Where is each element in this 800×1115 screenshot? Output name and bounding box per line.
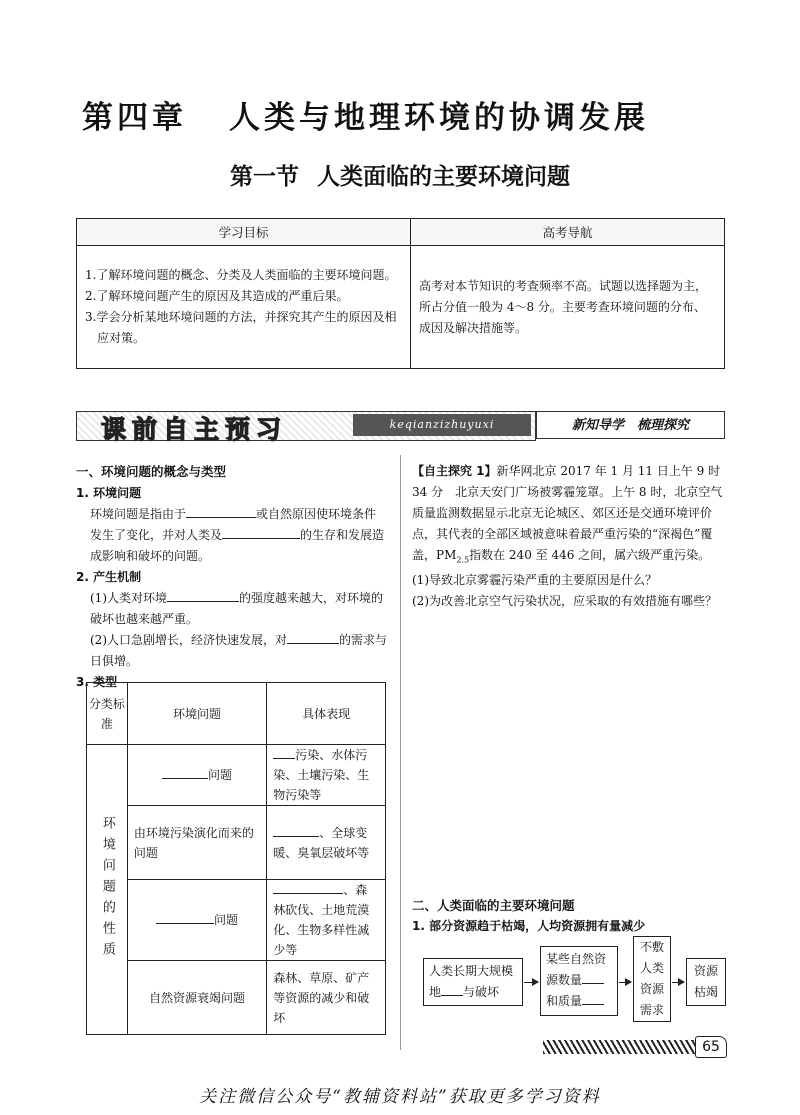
fill-blank[interactable] (441, 983, 463, 996)
standard-cell (87, 745, 128, 1035)
explore-text-end: 指数在 240 至 446 之间，属六级严重污染。 (469, 548, 711, 562)
env-problem-title: 1. 环境问题 (76, 486, 142, 500)
flow-box-insufficient: 不敷 人类 资源 需求 (633, 936, 671, 1022)
mechanism-p1: (1)人类对环境 的强度越来越大，对环境的破坏也越来越严重。 (90, 591, 384, 626)
explore-text: 新华网北京 2017 年 1 月 11 日上午 9 时 34 分 北京天安门广场被雾霾笼罩。上午 8 时，北京空气质量监测数据显示北京无论城区、郊区还是交通环境评价点，其代表的全部区域被意味着最严重污染的“深褐色”覆盖，PM (412, 464, 723, 562)
chapter-number: 第四章 (82, 100, 187, 136)
fill-blank[interactable] (156, 911, 214, 924)
fill-blank[interactable] (582, 971, 604, 984)
problem-cell: 问题 (127, 745, 266, 806)
manifestation-cell: 森林、草原、矿产等资源的减少和破坏 (267, 961, 386, 1035)
preview-banner (76, 411, 725, 444)
goals-table (76, 218, 725, 369)
problem-cell: 问题 (127, 880, 266, 961)
fill-blank[interactable] (162, 766, 208, 779)
right-column (412, 461, 726, 612)
question-1: (1)导致北京雾霾污染严重的主要原因是什么？ (412, 573, 657, 588)
pm-subscript: 2.5 (456, 555, 470, 565)
goal-item: 3.学会分析某地环境问题的方法，并探究其产生的原因及相应对策。 (85, 310, 397, 345)
fill-blank[interactable] (582, 992, 604, 1005)
problem-cell: 自然资源衰竭问题 (127, 961, 266, 1035)
problem-cell: 由环境污染演化而来的问题 (127, 806, 266, 880)
col-header-problem: 环境问题 (127, 683, 266, 745)
env-problem-text: 环境问题是指由于 或自然原因使环境条件发生了变化，并对人类及 的生存和发展造成影响和破坏的问题。 (90, 507, 385, 563)
fill-blank[interactable] (287, 631, 339, 644)
banner-pinyin: keqianzizhuyuxi (353, 414, 531, 436)
chapter-title: 人类与地理环境的协调发展 (229, 100, 649, 136)
page-number-bar (543, 1040, 703, 1054)
explore-paragraph (412, 461, 726, 570)
flow-box-exhausted: 资源 枯竭 (686, 958, 726, 1006)
page-number: 65 (695, 1036, 727, 1058)
standard-text: 环境问题的性质 (99, 816, 115, 963)
manifestation-cell: 污染、水体污染、土壤污染、生物污染等 (267, 745, 386, 806)
fill-blank[interactable] (273, 881, 343, 894)
section-one-heading: 一、环境问题的概念与类型 (76, 464, 227, 479)
flow-box-exploitation: 人类长期大规模 地 与破坏 (423, 958, 523, 1006)
explore-label: 【自主探究 1】 (412, 464, 497, 478)
fill-blank[interactable] (222, 526, 300, 539)
types-table (86, 682, 386, 1035)
goals-list (77, 246, 411, 369)
flow-arrow (619, 982, 631, 983)
flow-box-decline: 某些自然资 源数量 和质量 (540, 946, 618, 1016)
manifestation-cell: 、森林砍伐、土地荒漠化、生物多样性减少等 (267, 880, 386, 961)
question-2: (2)为改善北京空气污染状况，应采取的有效措施有哪些？ (412, 594, 718, 609)
left-column (76, 461, 388, 693)
resource-flow-diagram (418, 940, 726, 1022)
flow-arrow (672, 982, 684, 983)
footer-note: 关注微信公众号“教辅资料站”获取更多学习资料 (199, 1087, 601, 1107)
goal-item: 2.了解环境问题产生的原因及其造成的严重后果。 (85, 289, 349, 303)
banner-title: 课前自主预习 (101, 415, 288, 444)
goal-item: 1.了解环境问题的概念、分类及人类面临的主要环境问题。 (85, 268, 397, 282)
manifestation-cell: 、全球变暖、臭氧层破坏等 (267, 806, 386, 880)
mechanism-title: 2. 产生机制 (76, 570, 142, 584)
resource-subheading: 1. 部分资源趋于枯竭，人均资源拥有量减少 (412, 919, 646, 933)
fill-blank[interactable] (273, 824, 319, 837)
column-divider (400, 455, 401, 1050)
section-two (412, 895, 726, 937)
fill-blank[interactable] (273, 746, 295, 759)
section-number: 第一节 (230, 163, 299, 190)
exam-guide-header: 高考导航 (411, 219, 725, 246)
col-header-manifestation: 具体表现 (267, 683, 386, 745)
banner-tagline: 新知导学 梳理探究 (536, 411, 725, 439)
fill-blank[interactable] (186, 505, 256, 518)
banner-main (76, 411, 536, 444)
flow-arrow (524, 982, 538, 983)
section-title: 人类面临的主要环境问题 (317, 163, 570, 190)
section-heading (0, 158, 800, 191)
types-title: 3. 类型 (76, 675, 118, 689)
chapter-heading (82, 92, 649, 137)
goals-header: 学习目标 (77, 219, 411, 246)
fill-blank[interactable] (167, 589, 239, 602)
section-two-heading: 二、人类面临的主要环境问题 (412, 898, 575, 913)
exam-guide-text: 高考对本节知识的考查频率不高。试题以选择题为主，所占分值一般为 4～8 分。主要考查环境问题的分布、成因及解决措施等。 (411, 246, 725, 369)
col-header-standard: 分类标准 (87, 683, 128, 745)
mechanism-p2: (2)人口急剧增长，经济快速发展，对 的需求与日俱增。 (90, 633, 388, 668)
